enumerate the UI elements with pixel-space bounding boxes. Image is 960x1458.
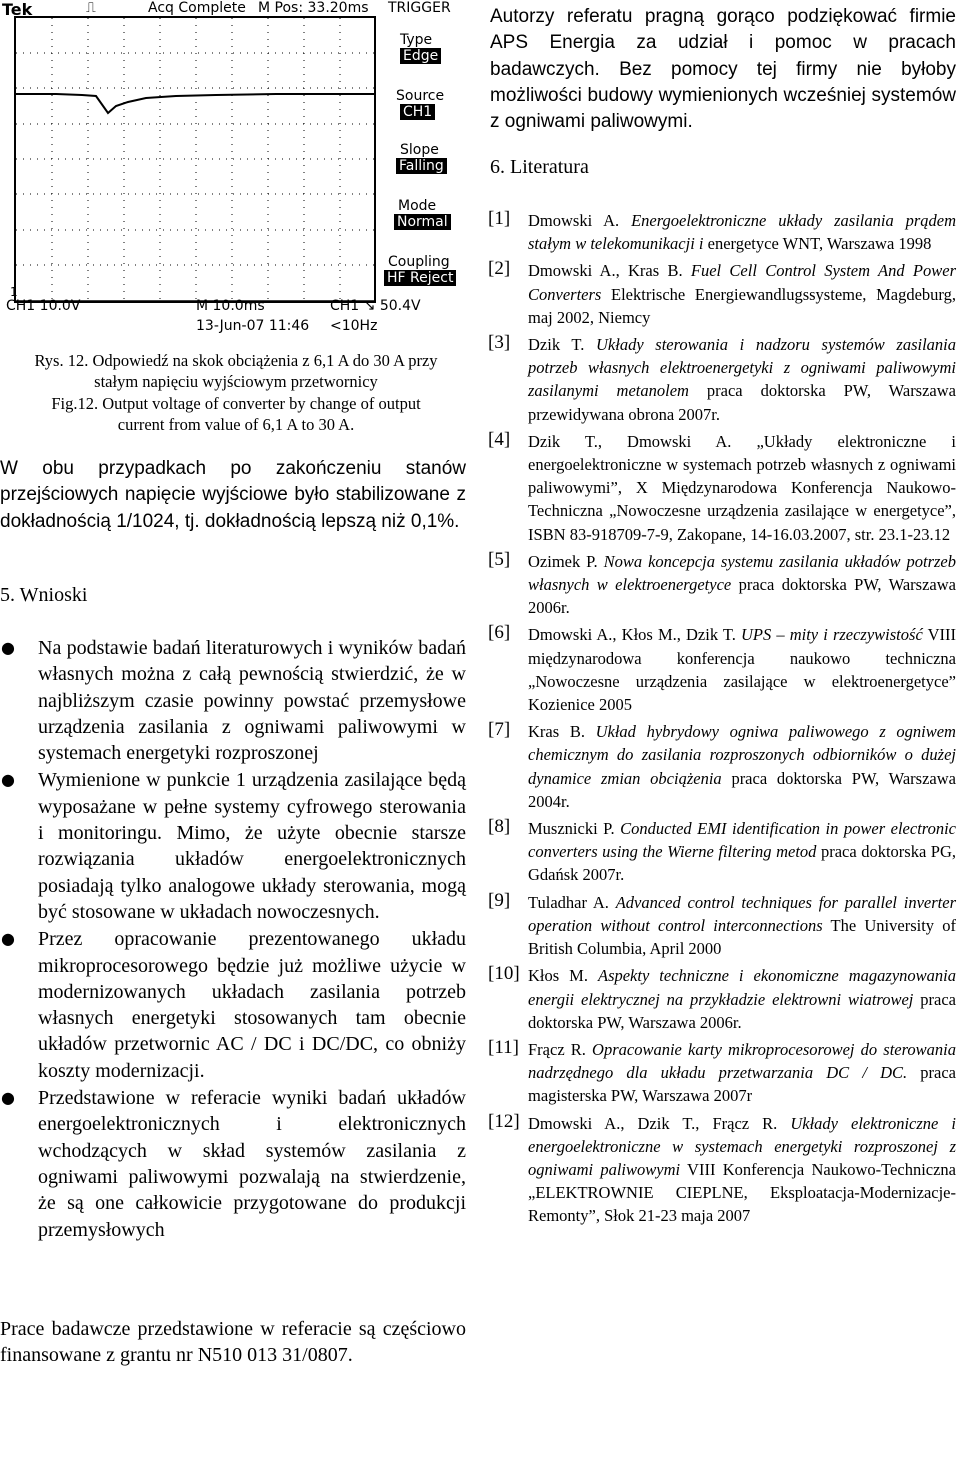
reference-item	[490, 550, 956, 620]
reference-item	[490, 259, 956, 329]
scope-run-icon: ⎍	[86, 0, 96, 16]
reference-item	[490, 333, 956, 426]
literature-heading: 6. Literatura	[490, 156, 589, 178]
reference-details: praca doktorska PW, Warszawa 2004r.	[528, 768, 956, 811]
scope-mpos: M Pos: 33.20ms	[258, 0, 369, 16]
reference-author: Tuladhar A.	[528, 892, 616, 912]
trigger-mode-label: Mode	[398, 198, 437, 214]
reference-author: Musznicki P.	[528, 819, 621, 839]
reference-author: Dmowski A., Dzik T., Frącz R.	[528, 1113, 791, 1133]
trigger-slope-value[interactable]: Falling	[396, 158, 447, 174]
bullet-icon: ●	[1, 929, 15, 949]
time-scale: M 10.0ms	[196, 298, 265, 314]
trigger-source-label: Source	[396, 88, 445, 104]
reference-number: [9]	[488, 889, 511, 911]
reference-details: praca doktorska PW, Warszawa 2006r.	[528, 989, 957, 1032]
reference-title: Układ hybrydowy ogniwa paliwowego z ogniwem chemicznym do zasilania rozproszonych odbiorników o dużej dynamice zmian obciążenia	[528, 722, 956, 788]
reference-details: The University of British Columbia, April 2000	[528, 915, 956, 959]
reference-title: Opracowanie karty mikroprocesorowej do sterowania nadrzędnego dla układu przetwarzania DC / DC.	[528, 1039, 957, 1083]
conclusions-list	[0, 635, 466, 1244]
reference-details: praca doktorska PW, Warszawa 2006r.	[528, 575, 956, 618]
reference-author: Dmowski A., Kras B.	[528, 261, 691, 281]
trigger-source-value[interactable]: CH1	[400, 104, 435, 120]
reference-item	[490, 209, 956, 255]
reference-title: Układy sterowania i nadzoru systemów zasilania potrzeb własnych elektroenergetyki z ogniwami paliwowymi zasilanymi metanolem	[528, 335, 956, 401]
scope-brand: Tek	[2, 0, 33, 19]
reference-item	[490, 430, 956, 546]
reference-number: [1]	[488, 208, 511, 229]
reference-author: Dzik T.	[528, 335, 596, 355]
conclusion-item: ● Przez opracowanie prezentowanego układu mikroprocesorowego będzie już możliwe użycie w modernizowanych układach zasilania potrzeb własnych energetyki stosowanych tam obecnie układów przetwornic AC / DC i DC/DC, co obniży koszty modernizacji.	[1, 928, 466, 1082]
conclusion-item: ● Wymienione w punkcie 1 urządzenia zasilające będą wyposażane w pełne systemy cyfrowego sterowania i monitoringu. Mimo, że użyte obecnie starsze rozwiązania układów energoelektronicznych posiadają tylko analogowe układy sterowania, mogą być stosowane w układach nowoczesnych.	[1, 769, 466, 923]
conclusions-heading: 5. Wnioski	[0, 584, 88, 606]
scope-freq: <10Hz	[330, 318, 378, 334]
reference-number: [8]	[488, 816, 511, 838]
reference-number: [12]	[488, 1110, 520, 1132]
trigger-mode-value[interactable]: Normal	[394, 214, 451, 230]
reference-item	[490, 817, 956, 887]
reference-list	[490, 209, 956, 1232]
reference-number: [3]	[488, 332, 511, 354]
caption-pl-line2: stałym napięciu wyjściowym przetwornicy	[94, 372, 378, 391]
reference-author: Kras B.	[528, 722, 596, 742]
reference-item	[490, 964, 956, 1034]
reference-item	[490, 1112, 956, 1228]
scope-trigger-title: TRIGGER	[388, 0, 451, 16]
reference-title: Energoelektroniczne układy zasilania prądem stałym w telekomunikacji i	[528, 211, 956, 254]
reference-number: [4]	[488, 428, 511, 450]
scope-date: 13-Jun-07 11:46	[196, 318, 310, 334]
reference-item	[490, 1038, 956, 1108]
reference-author: Kłos M.	[528, 966, 598, 986]
reference-number: [2]	[488, 258, 511, 280]
trigger-type-label: Type	[400, 32, 433, 48]
oscilloscope-figure	[0, 0, 472, 340]
ch1-scale: CH1 10.0V	[6, 298, 81, 314]
reference-title: Aspekty techniczne i ekonomiczne magazynowania energii elektrycznej na przykładzie elektrowni wiatrowej	[528, 966, 956, 1009]
reference-item	[490, 720, 956, 813]
reference-number: [10]	[488, 963, 520, 985]
reference-title: Fuel Cell Control System And Power Converters	[528, 261, 956, 304]
caption-en-line2: current from value of 6,1 A to 30 A.	[117, 415, 355, 434]
reference-number: [5]	[488, 548, 511, 570]
trigger-info: CH1 ↘ 50.4V	[330, 298, 421, 314]
reference-title: Nowa koncepcja systemu zasilania układów potrzeb własnych w elektroenergetyce	[528, 551, 956, 595]
reference-title: Advanced control techniques for parallel inverter operation without control interconnections	[528, 892, 956, 935]
reference-author: Dzik T., Dmowski A.	[528, 431, 757, 451]
reference-details: Elektrische Energiewandlugssysteme, Magdeburg, maj 2002, Niemcy	[528, 284, 956, 327]
scope-grid	[14, 16, 376, 303]
reference-title: Conducted EMI identification in power electronic converters using the Wierne filtering metod	[528, 819, 956, 862]
reference-details: VIII międzynarodowa konferencja naukowo techniczna „Nowoczesne urządzenia zasilające w elektroenergetyce” Kozienice 2005	[528, 625, 957, 715]
reference-item	[490, 623, 956, 716]
reference-title: Układy elektroniczne i energoelektroniczne w systemach energetyki rozproszonej z ogniwami paliwowymi	[528, 1113, 956, 1179]
reference-details: praca doktorska PG, Gdańsk 2007r.	[528, 842, 957, 885]
caption-pl-line1: Rys. 12. Odpowiedź na skok obciążenia z 6,1 A do 30 A przy	[34, 351, 438, 370]
trigger-coupling-label: Coupling	[388, 254, 450, 270]
reference-author: Ozimek P.	[528, 551, 604, 571]
bullet-icon: ●	[1, 1088, 15, 1108]
trigger-type-value[interactable]: Edge	[400, 48, 441, 64]
trigger-slope-label: Slope	[400, 142, 439, 158]
reference-author: Dmowski A., Kłos M., Dzik T.	[528, 625, 741, 645]
reference-author: Frącz R.	[528, 1039, 593, 1059]
reference-details: praca doktorska PW, Warszawa przewidywana obrona 2007r.	[528, 381, 956, 424]
reference-number: [6]	[488, 622, 511, 644]
funding-paragraph: Prace badawcze przedstawione w referacie są częściowo finansowane z grantu nr N510 013 31/0807.	[0, 1318, 466, 1367]
reference-number: [11]	[488, 1036, 519, 1058]
caption-en-line1: Fig.12. Output voltage of converter by change of output	[51, 394, 421, 413]
scope-waveform	[16, 18, 374, 301]
reference-details: energetyce WNT, Warszawa 1998	[703, 234, 932, 254]
reference-author: Dmowski A.	[528, 211, 632, 230]
reference-details: praca magisterska PW, Warszawa 2007r	[528, 1063, 957, 1106]
channel-marker: 1	[10, 285, 18, 299]
trigger-coupling-value[interactable]: HF Reject	[384, 270, 456, 286]
reference-details: VIII Konferencja Naukowo-Techniczna „ELEKTROWNIE CIEPLNE, Eksploatacja-Modernizacje-Remonty”, Słok 21-23 maja 2007	[528, 1159, 956, 1226]
reference-number: [7]	[488, 719, 511, 741]
reference-item	[490, 891, 956, 961]
acknowledgement-paragraph: Autorzy referatu pragną gorąco podziękować firmie APS Energia za udział i pomoc w pracach badawczych. Bez pomocy tej firmy nie byłoby możliwości budowy wymienionych wcześniej systemów z ogniwami paliwowymi.	[490, 6, 956, 133]
reference-title: UPS – mity i rzeczywistość	[740, 625, 923, 645]
bullet-icon: ●	[1, 770, 15, 790]
bullet-icon: ●	[1, 638, 15, 657]
conclusion-item: ● Przedstawione w referacie wyniki badań układów energoelektronicznych i elektronicznych wchodzących w skład systemów zasilania z ogniwami paliwowymi pozwalają na stwierdzenie, że są one całkowicie przygotowane do produkcji przemysłowych	[1, 1087, 466, 1241]
conclusion-item: ● Na podstawie badań literaturowych i wyników badań własnych można z całą pewnością stwierdzić, że w najbliższym czasie powinny powstać przemysłowe urządzenia zasilania z ogniwami paliwowymi w systemach energetyki rozproszonej	[1, 637, 466, 765]
scope-status: Acq Complete	[148, 0, 246, 16]
reference-details: „Układy elektroniczne i energoelektroniczne w systemach potrzeb własnych z ogniwami paliwowymi”, X Międzynarodowa Konferencja Naukowo-Techniczna „Nowoczesne urządzenia zasilające w energetyce”, ISBN 83-918709-7-9, Zakopane, 14-16.03.2007, str. 23.1-23.12	[528, 431, 956, 544]
results-paragraph: W obu przypadkach po zakończeniu stanów przejściowych napięcie wyjściowe było stabilizowane z dokładnością 1/1024, tj. dokładnością lepszą niż 0,1%.	[0, 458, 466, 532]
